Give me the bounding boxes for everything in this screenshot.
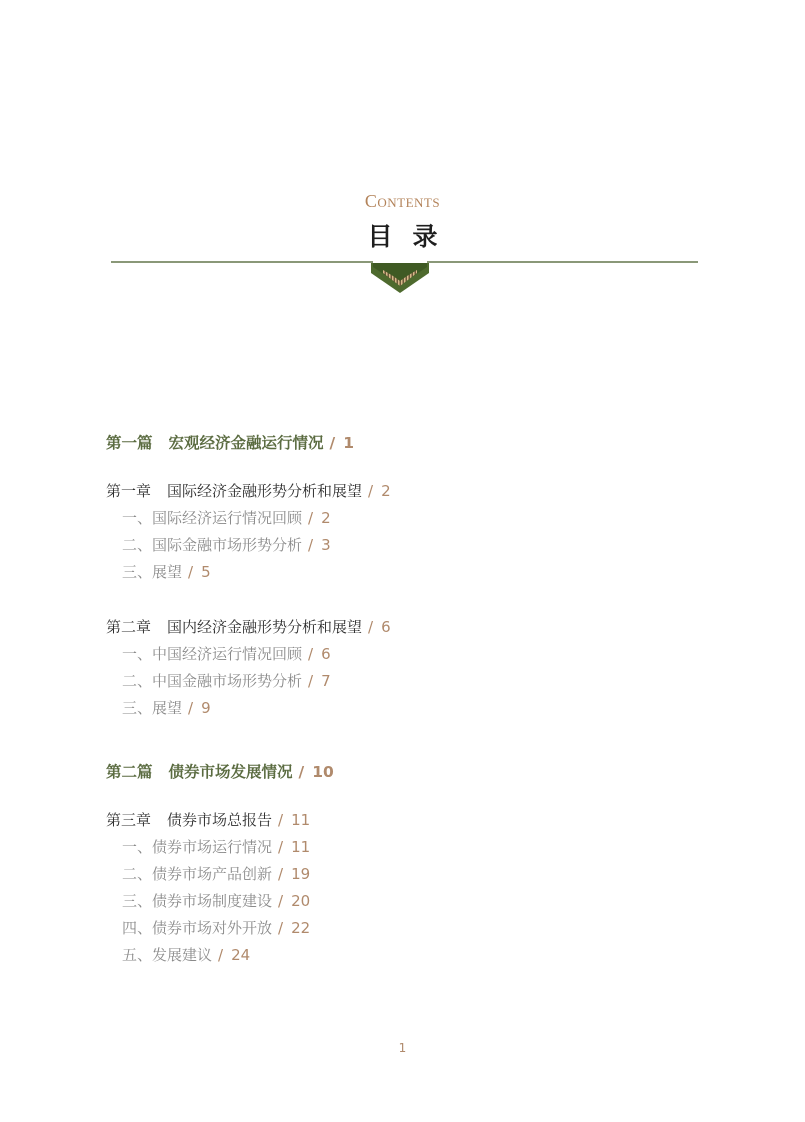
toc-section[interactable] [122,838,310,856]
chapter-label: 第二章 [106,618,152,636]
toc-section[interactable] [122,563,211,581]
page-ref: 22 [291,919,311,937]
page-ref: 7 [321,672,331,690]
page-ref: 19 [291,865,311,883]
contents-heading-zh: 目录 [367,222,458,251]
chapter-label: 第三章 [106,811,152,829]
page-ref: 3 [321,536,331,554]
section-title: 一、债券市场运行情况 [122,838,273,856]
separator: / [188,563,194,581]
section-title: 四、债券市场对外开放 [122,919,273,937]
toc-part-1[interactable] [106,434,354,452]
section-title: 二、国际金融市场形势分析 [122,536,303,554]
page-ref: 2 [321,509,331,527]
toc-section[interactable] [122,645,331,663]
toc-section[interactable] [122,919,310,937]
separator: / [218,946,224,964]
separator: / [329,434,336,452]
toc-section[interactable] [122,892,310,910]
page-ref: 20 [291,892,311,910]
part-label: 第二篇 [106,763,153,781]
page-ref: 6 [321,645,331,663]
page-ref: 24 [231,946,251,964]
toc-part-2[interactable] [106,763,334,781]
chapter-title: 国际经济金融形势分析和展望 [167,482,363,500]
separator: / [188,699,194,717]
toc-section[interactable] [122,536,331,554]
section-title: 三、债券市场制度建设 [122,892,273,910]
contents-heading-en: Contents [364,191,441,211]
section-title: 五、发展建议 [122,946,213,964]
toc-chapter-2[interactable] [106,618,391,636]
separator: / [298,763,305,781]
toc-section[interactable] [122,865,310,883]
separator: / [368,618,374,636]
section-title: 一、国际经济运行情况回顾 [122,509,303,527]
separator: / [308,536,314,554]
page-number: 1 [398,1041,407,1055]
chapter-label: 第一章 [106,482,152,500]
page-ref: 11 [291,838,311,856]
toc-chapter-1[interactable] [106,482,391,500]
toc-section[interactable] [122,946,250,964]
page-ref: 2 [381,482,391,500]
section-title: 二、中国金融市场形势分析 [122,672,303,690]
separator: / [308,509,314,527]
page-ref: 6 [381,618,391,636]
page-ref: 5 [201,563,211,581]
separator: / [308,645,314,663]
page-ref: 11 [291,811,311,829]
toc-section[interactable] [122,672,331,690]
section-title: 三、展望 [122,563,183,581]
section-title: 二、债券市场产品创新 [122,865,273,883]
separator: / [308,672,314,690]
part-title: 债券市场发展情况 [168,763,293,781]
toc-section[interactable] [122,699,211,717]
chapter-title: 国内经济金融形势分析和展望 [167,618,363,636]
toc-chapter-3[interactable] [106,811,310,829]
page-ref: 9 [201,699,211,717]
separator: / [278,919,284,937]
part-title: 宏观经济金融运行情况 [168,434,324,452]
section-title: 三、展望 [122,699,183,717]
page-ref: 10 [312,763,334,781]
toc-section[interactable] [122,509,331,527]
page-ref: 1 [343,434,354,452]
section-title: 一、中国经济运行情况回顾 [122,645,303,663]
separator: / [278,865,284,883]
separator: / [368,482,374,500]
separator: / [278,811,284,829]
separator: / [278,892,284,910]
chapter-title: 债券市场总报告 [167,811,273,829]
part-label: 第一篇 [106,434,153,452]
separator: / [278,838,284,856]
